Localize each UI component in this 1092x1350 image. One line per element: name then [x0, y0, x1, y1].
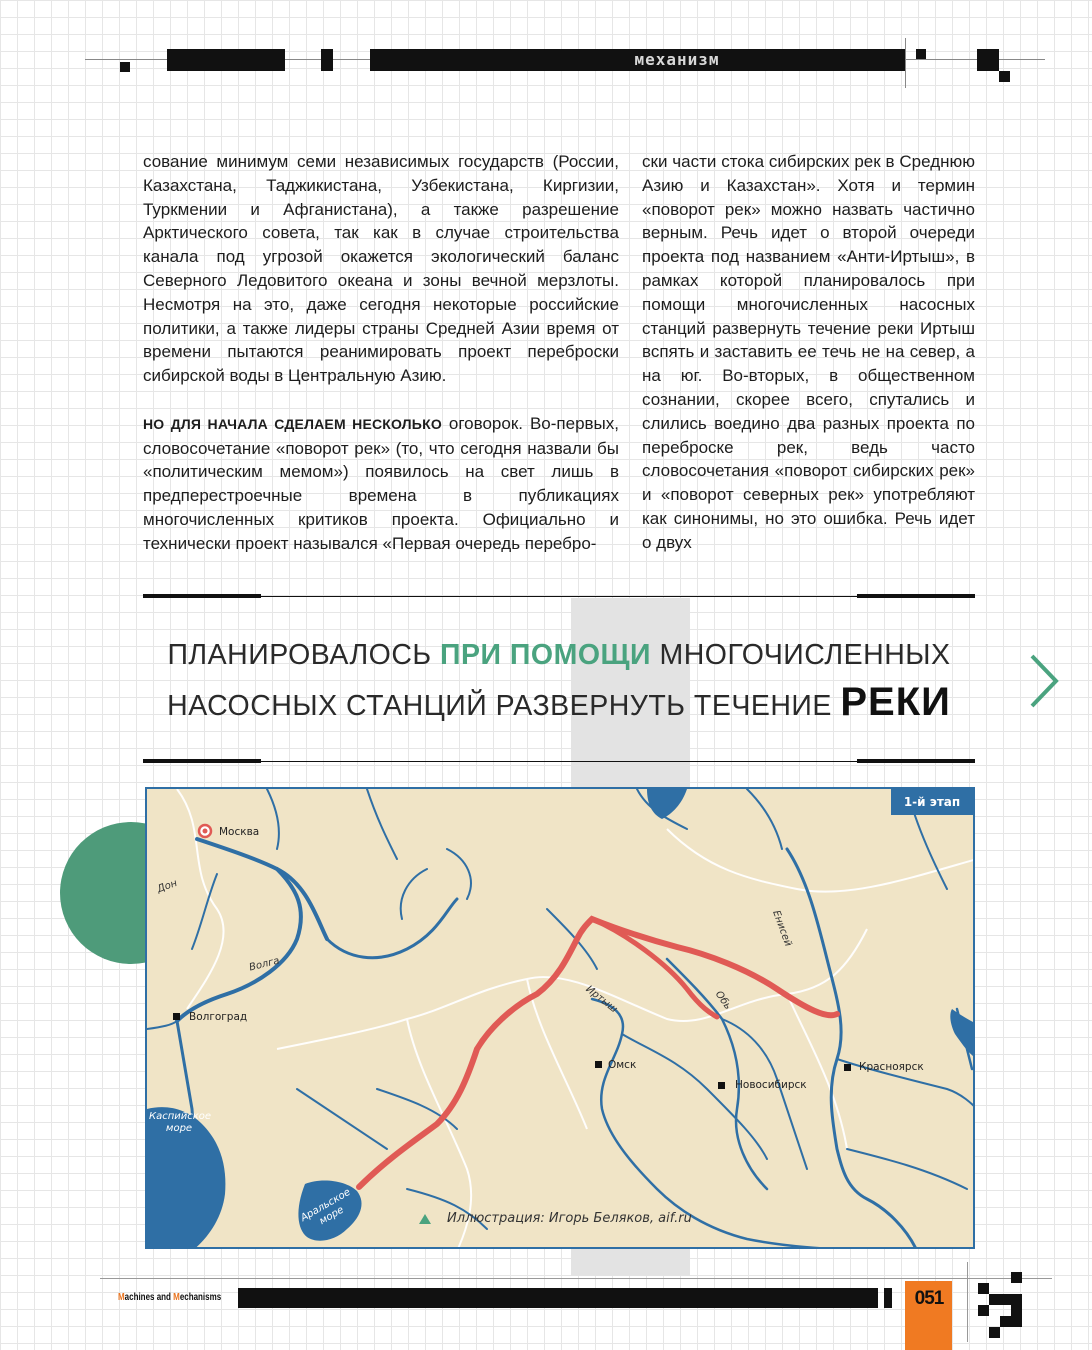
river-label-ob: Обь [712, 989, 734, 1012]
sea-label-aral: Аральское море [298, 1186, 353, 1228]
header-bar-segment [167, 49, 285, 71]
header-pixel [916, 49, 926, 59]
header-pixel [999, 71, 1010, 82]
triangle-icon [419, 1214, 431, 1224]
footer-guide-line [967, 1262, 968, 1342]
page-number: 051 [914, 1288, 944, 1309]
city-marker [844, 1064, 851, 1071]
quote-emphasis-text: РЕКИ [840, 680, 951, 724]
illustration-credit: Иллюстрация: Игорь Беляков, aif.ru [447, 1211, 692, 1226]
quote-rule-accent [857, 594, 975, 598]
map-rivers [147, 789, 975, 1249]
brand-initial: M [173, 1292, 180, 1303]
sea-label-caspian: Каспийское море [149, 1111, 212, 1134]
article-paragraph [143, 412, 619, 552]
city-label-moscow: Москва [219, 826, 260, 838]
map-seas [147, 789, 975, 1249]
footer-pixel [1011, 1272, 1022, 1283]
river-label-volga: Волга [248, 955, 281, 974]
article-paragraph: сование минимум семи независимых государств (России, Казахстана, Таджикистана, Узбекистана, Киргизии, Туркмении и Афганистана), а также разрешение Арктического совета, так как в случае строительства канала под угрозой окажется экологический баланс Северного Ледовитого океана и зоны вечной мерзлоты. Несмотря на это, даже сегодня некоторые российские политики, а также лидеры страны Средней Азии время от времени пытаются реанимировать проект переброски сибирской воды в Центральную Азию. [143, 152, 619, 386]
footer-pixel [978, 1283, 989, 1294]
pull-quote [143, 632, 975, 730]
map-figure [145, 787, 975, 1249]
footer-bar-segment [884, 1288, 892, 1308]
section-label: механизм [634, 50, 720, 69]
city-marker [173, 1013, 180, 1020]
footer-pixel [989, 1327, 1000, 1338]
river-label-don: Дон [155, 877, 179, 896]
city-marker [595, 1061, 602, 1068]
pull-quote-line [143, 632, 975, 679]
city-label-omsk: Омск [608, 1059, 637, 1071]
header-bar-segment [321, 49, 333, 71]
footer-pixel [1000, 1316, 1022, 1327]
footer-guide-line [100, 1278, 1052, 1279]
quote-rule-accent [143, 759, 261, 763]
brand-text: echanisms [179, 1292, 222, 1303]
map-borders [177, 789, 975, 1249]
quote-rule-top [143, 596, 975, 597]
stage-badge: 1-й этап [891, 789, 973, 815]
paragraph-text: оговорок. Во-первых, словосочетание «поворот рек» (то, что сегодня назвали бы «политическим мемом») появилось на свет лишь в предперестроечные времена в публикациях многочисленных критиков проекта. Официально и технически проект назывался «Первая очередь перебро- [143, 413, 619, 552]
quote-text: МНОГОЧИСЛЕННЫХ [651, 639, 951, 671]
quote-rule-accent [857, 759, 975, 763]
brand-initial: M [118, 1292, 125, 1303]
article-column-left [143, 150, 619, 552]
chevron-right-icon [1026, 652, 1062, 710]
header-pixel [977, 49, 999, 71]
header-guide-line [905, 38, 906, 88]
quote-accent-text: ПРИ ПОМОЩИ [440, 639, 652, 671]
quote-text: ПЛАНИРОВАЛОСЬ [167, 639, 441, 671]
pull-quote-line [143, 679, 975, 730]
quote-rule-accent [143, 594, 261, 598]
river-label-irtysh: Иртыш [583, 983, 620, 1016]
city-label-volgograd: Волгоград [189, 1011, 248, 1023]
header-pixel [120, 62, 130, 72]
city-label-krasnoyarsk: Красноярск [859, 1061, 924, 1073]
city-label-novosibirsk: Новосибирск [735, 1079, 807, 1091]
footer-pixel [1011, 1294, 1022, 1316]
paragraph-lead-in: НО ДЛЯ НАЧАЛА СДЕЛАЕМ НЕСКОЛЬКО [143, 415, 442, 432]
quote-rule-bottom [143, 761, 975, 762]
article-paragraph: ски части стока сибирских рек в Среднюю Азию и Казахстан». Хотя и термин «поворот рек» можно назвать частично верным. Речь идет о второй очереди проекта под названием «Анти-Иртыш», в рамках которой планировалось при помощи многочисленных насосных станций развернуть течение реки Иртыш вспять и заставить ее течь не на север, а на юг. Во-вторых, в общественном сознании, скорее всего, спутались и слились воедино два разных проекта по переброске рек, ведь часто словосочетания «поворот сибирских рек» и «поворот северных рек» употребляют как синонимы, но это ошибка. Речь идет о двух [642, 152, 975, 552]
footer-pixel [978, 1305, 989, 1316]
brand-text: achines and [124, 1292, 174, 1303]
footer-brand [118, 1292, 221, 1303]
river-label-yenisei: Енисей [770, 908, 794, 949]
map-drawing [147, 789, 975, 1249]
footer-bar-segment [238, 1288, 878, 1308]
city-marker [718, 1082, 725, 1089]
article-column-right [642, 150, 975, 552]
footer-pixel [989, 1294, 1011, 1305]
quote-text: НАСОСНЫХ СТАНЦИЙ РАЗВЕРНУТЬ ТЕЧЕНИЕ [167, 690, 841, 722]
